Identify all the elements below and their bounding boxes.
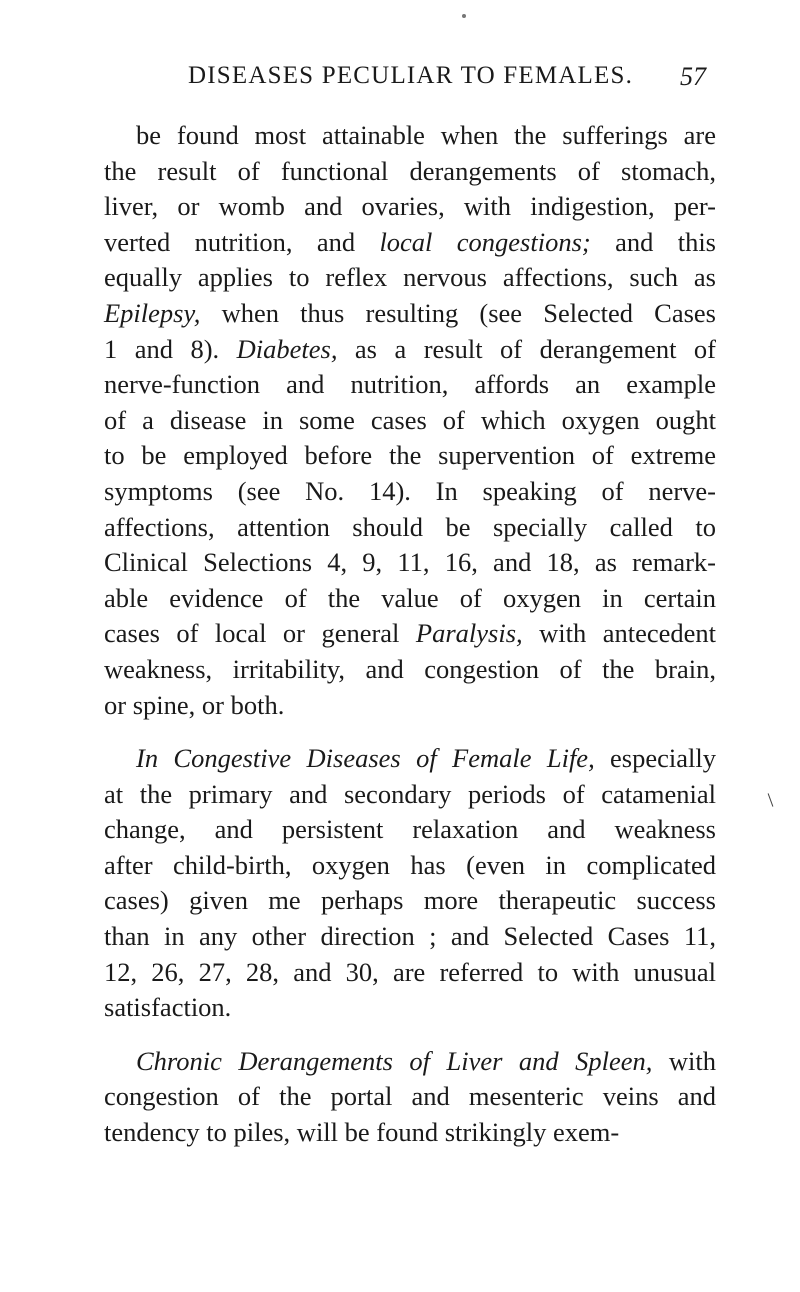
body-text bbox=[104, 118, 716, 1151]
text-line: of a disease in some cases of which oxygen ought bbox=[104, 404, 716, 435]
text-line: In Congestive Diseases of Female Life, especially bbox=[136, 743, 716, 774]
italic-term: Diabetes, bbox=[236, 333, 338, 364]
italic-term: Chronic Derangements of Liver and Spleen, bbox=[136, 1045, 653, 1076]
text-line: nerve-function and nutrition, affords an example bbox=[104, 369, 716, 400]
text-line: cases of local or general Paralysis, with antecedent bbox=[104, 618, 716, 649]
text-line: weakness, irritability, and congestion of the brain, bbox=[104, 653, 716, 684]
text-line: able evidence of the value of oxygen in certain bbox=[104, 582, 716, 613]
paragraph bbox=[104, 118, 716, 723]
text-line: 1 and 8). Diabetes, as a result of derangement of bbox=[104, 333, 716, 364]
italic-term: local congestions; bbox=[379, 226, 591, 257]
text-line: symptoms (see No. 14). In speaking of nerve- bbox=[104, 475, 716, 506]
italic-term: Paralysis, bbox=[415, 618, 523, 649]
text-line: equally applies to reflex nervous affections, such as bbox=[104, 262, 716, 293]
paragraph bbox=[104, 1044, 716, 1151]
text-line: tendency to piles, will be found strikingly exem- bbox=[104, 1117, 620, 1148]
text-line: change, and persistent relaxation and weakness bbox=[104, 814, 716, 845]
text-line: congestion of the portal and mesenteric veins and bbox=[104, 1081, 716, 1112]
italic-term: In Congestive Diseases of Female Life, bbox=[136, 743, 595, 774]
text-line: cases) given me perhaps more therapeutic success bbox=[104, 885, 716, 916]
paragraph bbox=[104, 741, 716, 1026]
page-number: 57 bbox=[680, 62, 706, 91]
text-line: Chronic Derangements of Liver and Spleen, with bbox=[136, 1045, 716, 1076]
text-line: satisfaction. bbox=[104, 992, 232, 1023]
text-line: after child-birth, oxygen has (even in complicated bbox=[104, 849, 716, 880]
text-line: be found most attainable when the sufferings are bbox=[136, 120, 716, 150]
text-line: Clinical Selections 4, 9, 11, 16, and 18, as remark- bbox=[104, 547, 716, 578]
margin-mark bbox=[768, 793, 774, 806]
text-line: affections, attention should be specially called to bbox=[104, 511, 716, 542]
running-title: DISEASES PECULIAR TO FEMALES. bbox=[188, 62, 634, 89]
text-line: to be employed before the supervention of extreme bbox=[104, 440, 716, 471]
text-line: at the primary and secondary periods of catamenial bbox=[104, 778, 716, 809]
text-line: or spine, or both. bbox=[104, 689, 285, 720]
text-line: 12, 26, 27, 28, and 30, are referred to with unusual bbox=[104, 956, 716, 987]
text-line: verted nutrition, and local congestions; and this bbox=[104, 226, 716, 257]
running-head bbox=[118, 62, 706, 102]
text-line: than in any other direction ; and Selected Cases 11, bbox=[104, 921, 716, 952]
italic-term: Epilepsy, bbox=[104, 297, 201, 328]
print-speck bbox=[462, 14, 466, 18]
text-line: liver, or womb and ovaries, with indigestion, per- bbox=[104, 191, 716, 222]
text-line: Epilepsy, when thus resulting (see Selected Cases bbox=[104, 297, 716, 328]
text-line: the result of functional derangements of stomach, bbox=[104, 155, 716, 186]
